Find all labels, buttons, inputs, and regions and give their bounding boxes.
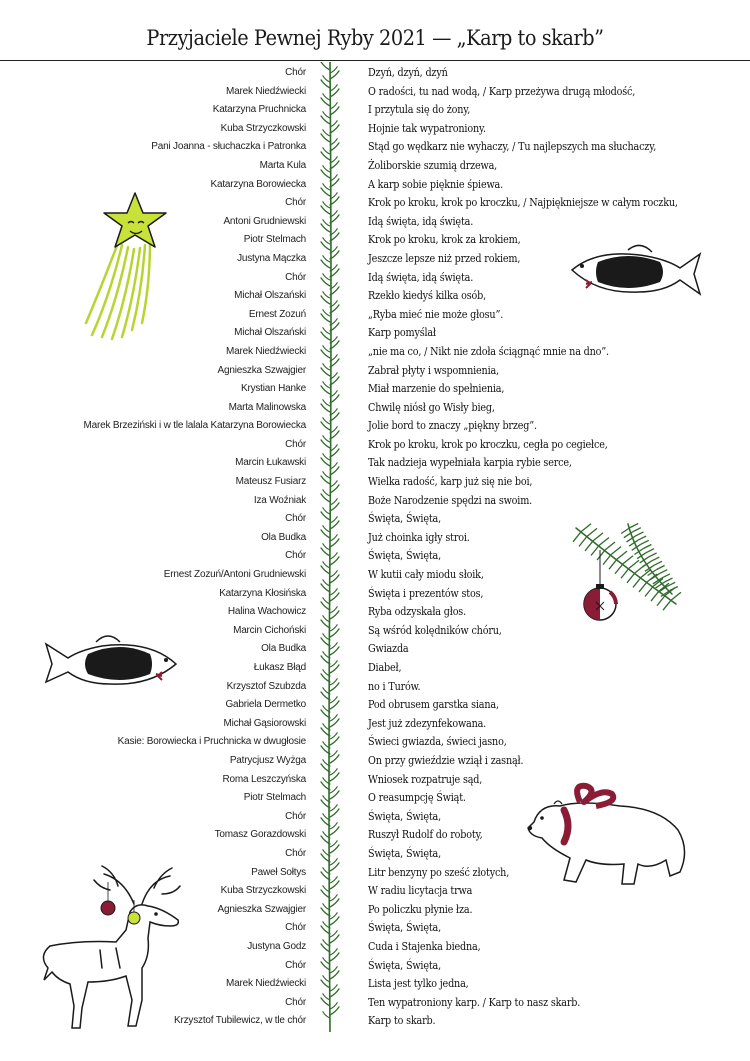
performer-name: Pani Joanna - słuchaczka i Patronka	[151, 141, 306, 153]
performer-name: Marek Brzeziński i w tle lalala Katarzyna Borowiecka	[83, 420, 306, 432]
performer-name: Justyna Mączka	[237, 252, 306, 264]
lyric-row	[0, 698, 750, 717]
performer-name: Chór	[285, 847, 306, 859]
lyric-line: „nie ma co, / Nikt nie zdoła ściągnąć mnie na dno”.	[368, 344, 609, 358]
lyric-line: Miał marzenie do spełnienia,	[368, 382, 505, 396]
lyric-row	[0, 103, 750, 122]
performer-name: Michał Gąsiorowski	[223, 717, 306, 729]
performer-name: Chór	[285, 197, 306, 209]
performer-name: Tomasz Gorazdowski	[214, 829, 306, 841]
lyric-row	[0, 401, 750, 420]
performer-name: Agnieszka Szwajgier	[217, 903, 306, 915]
performer-name: Chór	[285, 810, 306, 822]
lyric-row	[0, 66, 750, 85]
lyric-line: Jolie bord to znaczy „piękny brzeg”.	[368, 419, 537, 433]
performer-name: Ola Budka	[261, 531, 306, 543]
performer-name: Marta Malinowska	[228, 401, 306, 413]
fish-icon	[568, 242, 703, 304]
performer-name: Michał Olszański	[234, 290, 306, 302]
performer-name: Krystian Hanke	[240, 383, 306, 395]
lyric-line: Jeszcze lepsze niż przed rokiem,	[368, 251, 521, 265]
lyric-line: Już choinka igły stroi.	[368, 530, 470, 544]
lyric-line: Święta, Święta,	[368, 512, 442, 526]
lyric-line: Wniosek rozpatruje sąd,	[368, 772, 483, 786]
performer-name: Chór	[285, 67, 306, 78]
performer-name: Marek Niedźwiecki	[226, 85, 306, 97]
lyric-line: Pod obrusem garstka siana,	[368, 698, 499, 712]
lyric-line: Cuda i Stajenka biedna,	[368, 939, 481, 953]
performer-name: Marta Kula	[259, 159, 306, 171]
lyric-line: Święta, Święta,	[368, 809, 442, 823]
performer-name: Michał Olszański	[234, 327, 306, 339]
performer-name: Chór	[285, 438, 306, 450]
performer-name: Marek Niedźwiecki	[226, 345, 306, 357]
performer-name: Patrycjusz Wyżga	[229, 754, 306, 766]
lyric-line: Ten wypatroniony karp. / Karp to nasz skarb.	[368, 995, 581, 1009]
performer-name: Mateusz Fusiarz	[235, 476, 306, 488]
lyric-line: Jest już zdezynfekowana.	[368, 716, 487, 730]
lyric-line: „Ryba mieć nie może głosu”.	[368, 307, 504, 321]
lyric-line: Są wśród kolędników chóru,	[368, 623, 502, 637]
lyric-line: Święta, Święta,	[368, 921, 442, 935]
performer-name: Katarzyna Pruchnicka	[212, 104, 306, 116]
lyric-row	[0, 159, 750, 178]
lyric-row	[0, 754, 750, 773]
lyric-line: Idą święta, idą święta.	[368, 270, 474, 284]
performer-name: Ernest Zozuń	[248, 308, 306, 320]
performer-name: Katarzyna Borowiecka	[210, 178, 306, 190]
performer-name: Agnieszka Szwajgier	[217, 364, 306, 376]
lyric-row	[0, 735, 750, 754]
lyric-line: Wielka radość, karp już się nie boi,	[368, 475, 533, 489]
performer-name: Chór	[285, 959, 306, 971]
lyric-line: Żoliborskie szumią drzewa,	[368, 158, 498, 172]
lyric-line: Karp pomyślał	[368, 326, 436, 340]
lyric-line: Święta, Święta,	[368, 958, 442, 972]
lyric-line: Stąd go wędkarz nie wyhaczy, / Tu najlepszych ma słuchaczy,	[368, 140, 657, 154]
performer-name: Roma Leszczyńska	[222, 773, 306, 785]
lyric-line: Święta, Święta,	[368, 549, 442, 563]
lyric-line: Tak nadzieja wypełniała karpia rybie serce,	[368, 456, 572, 470]
performer-name: Krzysztof Szubzda	[226, 680, 306, 692]
lyric-row	[0, 364, 750, 383]
lyric-row	[0, 494, 750, 513]
lyric-line: Idą święta, idą święta.	[368, 214, 474, 228]
lyric-line: Święta i prezentów stos,	[368, 586, 484, 600]
lyric-line: I przytula się do żony,	[368, 103, 471, 117]
reindeer-icon	[30, 860, 200, 1035]
lyric-line: On przy gwieździe wziął i zasnął.	[368, 753, 524, 767]
lyric-line: O reasumpcję Świąt.	[368, 791, 466, 805]
ornament-icon	[584, 584, 616, 620]
lyric-line: Święta, Święta,	[368, 846, 442, 860]
performer-name: Kuba Strzyczkowski	[220, 122, 306, 134]
lyric-row	[0, 717, 750, 736]
shooting-star-icon	[80, 185, 180, 345]
performer-name: Marcin Łukawski	[235, 457, 306, 469]
page-title: Przyjaciele Pewnej Ryby 2021 — „Karp to skarb”	[146, 26, 604, 50]
lyric-row	[0, 475, 750, 494]
performer-name: Kasie: Borowiecka i Pruchnicka w dwugłosie	[117, 736, 306, 748]
performer-name: Łukasz Błąd	[253, 662, 306, 673]
lyric-line: Po policzku płynie łza.	[368, 902, 473, 916]
lyric-row	[0, 419, 750, 438]
performer-name: Chór	[285, 550, 306, 562]
lyric-line: Krok po kroku, krok po kroczku, cegła po cegiełce,	[368, 437, 608, 451]
lyric-line: Rzekło kiedyś kilka osób,	[368, 289, 487, 303]
fish-icon	[40, 630, 180, 692]
lyric-line: Dzyń, dzyń, dzyń	[368, 66, 448, 79]
performer-name: Piotr Stelmach	[243, 792, 306, 804]
lyric-line: Diabeł,	[368, 661, 402, 674]
lyric-line: Karp to skarb.	[368, 1014, 436, 1028]
lyric-line: W kutii cały miodu słoik,	[368, 568, 484, 582]
performer-name: Piotr Stelmach	[243, 234, 306, 246]
lyric-line: Lista jest tylko jedna,	[368, 977, 469, 991]
lyric-row	[0, 456, 750, 475]
performer-name: Chór	[285, 996, 306, 1008]
performer-name: Katarzyna Kłosińska	[219, 587, 306, 599]
performer-name: Ola Budka	[261, 643, 306, 655]
lyric-line: Krok po kroku, krok po kroczku, / Najpiękniejsze w całym roczku,	[368, 196, 678, 210]
lyric-line: Chwilę niósł go Wisły bieg,	[368, 400, 495, 414]
lyric-line: Zabrał płyty i wspomnienia,	[368, 363, 499, 377]
performer-name: Marcin Cichoński	[233, 624, 306, 636]
lyric-line: Hojnie tak wypatroniony.	[368, 121, 486, 135]
lyric-row	[0, 85, 750, 104]
performer-name: Marek Niedźwiecki	[226, 978, 306, 990]
performer-name: Iza Woźniak	[253, 494, 306, 506]
performer-name: Krzysztof Tubilewicz, w tle chór	[174, 1015, 306, 1027]
performer-name: Halina Wachowicz	[227, 606, 306, 618]
lyric-row	[0, 345, 750, 364]
polar-bear-icon	[520, 780, 700, 900]
lyric-line: Ryba odzyskała głos.	[368, 605, 466, 619]
lyric-line: Gwiazda	[368, 642, 409, 656]
lyric-row	[0, 122, 750, 141]
performer-name: Antoni Grudniewski	[223, 215, 306, 227]
lyric-line: Świeci gwiazda, świeci jasno,	[368, 735, 507, 749]
performer-name: Paweł Sołtys	[251, 866, 306, 878]
lyric-line: Litr benzyny po sześć złotych,	[368, 865, 510, 879]
lyric-row	[0, 438, 750, 457]
performer-name: Gabriela Dermetko	[225, 699, 306, 711]
lyric-line: O radości, tu nad wodą, / Karp przeżywa drugą młodość,	[368, 84, 636, 98]
performer-name: Kuba Strzyczkowski	[220, 885, 306, 897]
performer-name: Ernest Zozuń/Antoni Grudniewski	[163, 569, 306, 581]
lyric-line: Krok po kroku, krok za krokiem,	[368, 233, 521, 247]
lyric-line: Ruszył Rudolf do roboty,	[368, 828, 483, 842]
lyric-line: W radiu licytacja trwa	[368, 884, 473, 898]
lyric-line: no i Turów.	[368, 679, 421, 693]
lyric-row	[0, 382, 750, 401]
lyric-row	[0, 140, 750, 159]
performer-name: Chór	[285, 513, 306, 525]
performer-name: Justyna Godz	[247, 940, 306, 952]
title-divider	[0, 60, 750, 61]
performer-name: Chór	[285, 922, 306, 934]
pine-branch-icon	[568, 522, 683, 627]
performer-name: Chór	[285, 271, 306, 283]
lyric-line: Boże Narodzenie spędzi na swoim.	[368, 493, 533, 507]
lyric-line: A karp sobie pięknie śpiewa.	[368, 177, 503, 191]
